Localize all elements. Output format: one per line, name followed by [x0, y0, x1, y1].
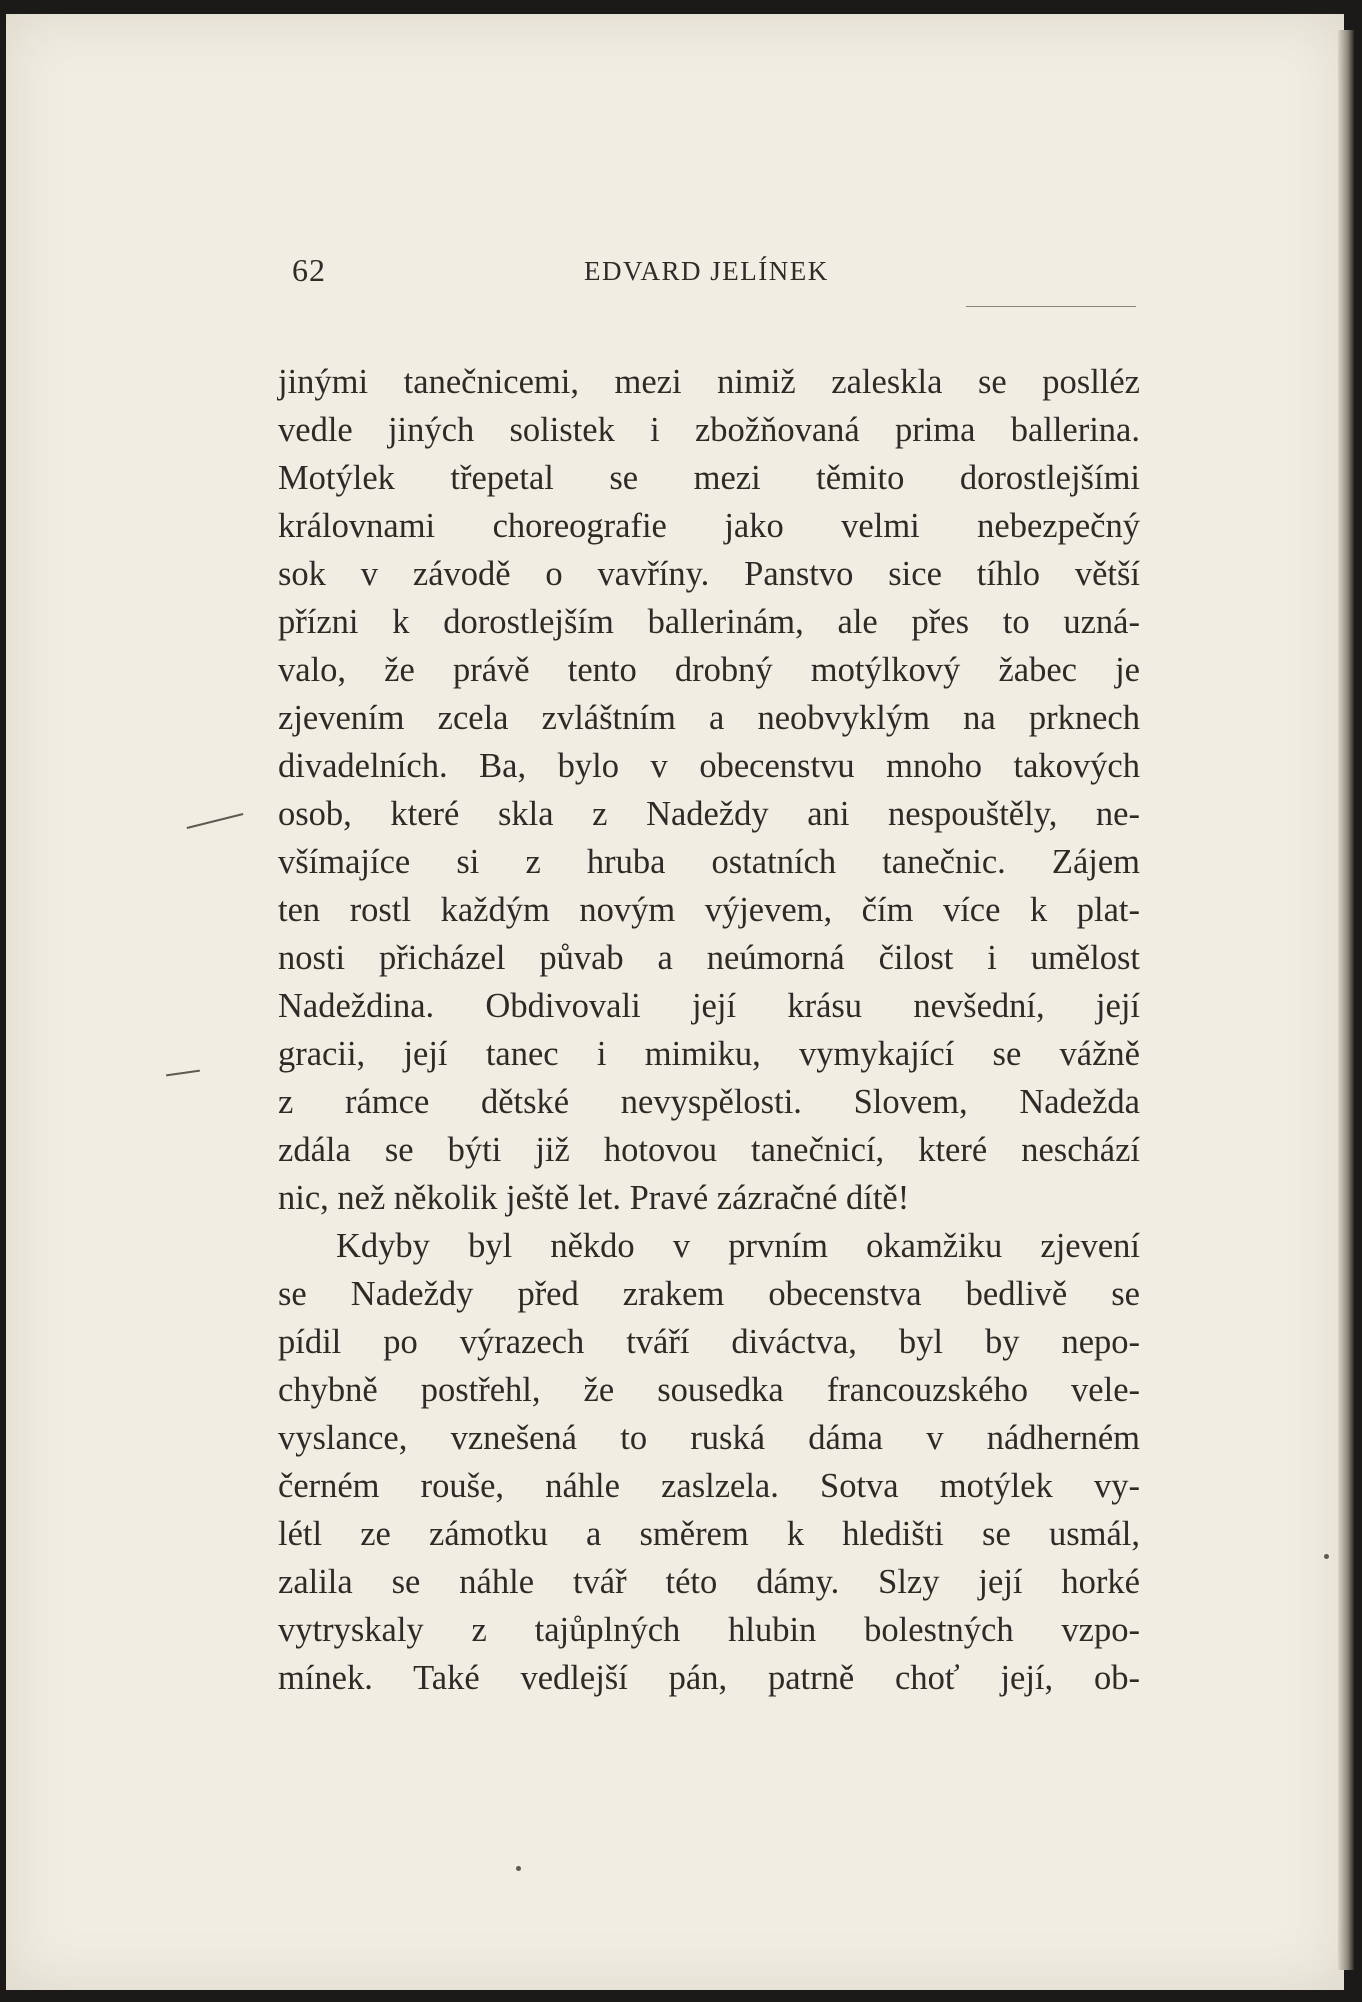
running-head: EDVARD JELÍNEK	[584, 256, 829, 286]
margin-pencil-mark	[166, 1070, 200, 1077]
text-line: všímajíce si z hruba ostatních tanečnic. Zájem	[278, 843, 1140, 881]
text-line: vyslance, vznešená to ruská dáma v nádherném	[278, 1419, 1140, 1457]
text-line: pídil po výrazech tváří diváctva, byl by nepo-	[278, 1323, 1140, 1361]
text-line: královnami choreografie jako velmi nebezpečný	[278, 507, 1140, 545]
paragraph-first-line: Kdyby byl někdo v prvním okamžiku zjevení	[336, 1227, 1140, 1265]
book-page	[6, 14, 1344, 1990]
text-line: vytryskaly z tajůplných hlubin bolestných vzpo-	[278, 1611, 1140, 1649]
text-line: jinými tanečnicemi, mezi nimiž zaleskla se poslléz	[278, 363, 1140, 401]
header-rule	[966, 306, 1136, 307]
text-line: Motýlek třepetal se mezi těmito dorostlejšími	[278, 459, 1140, 497]
text-line: zalila se náhle tvář této dámy. Slzy její horké	[278, 1563, 1140, 1601]
text-line: zdála se býti již hotovou tanečnicí, které neschází	[278, 1131, 1140, 1169]
text-line: přízni k dorostlejším ballerinám, ale přes to uzná-	[278, 603, 1140, 641]
text-line: nic, než několik ještě let. Pravé zázračné dítě!	[278, 1179, 910, 1217]
text-line: nosti přicházel půvab a neúmorná čilost i umělost	[278, 939, 1140, 977]
text-line: ten rostl každým novým výjevem, čím více k plat-	[278, 891, 1140, 929]
text-line: vedle jiných solistek i zbožňovaná prima ballerina.	[278, 411, 1140, 449]
text-line: chybně postřehl, že sousedka francouzského vele-	[278, 1371, 1140, 1409]
text-line: Nadeždina. Obdivovali její krásu nevšední, její	[278, 987, 1140, 1025]
text-line: černém rouše, náhle zaslzela. Sotva motýlek vy-	[278, 1467, 1140, 1505]
text-line: divadelních. Ba, bylo v obecenstvu mnoho takových	[278, 747, 1140, 785]
text-line: sok v závodě o vavříny. Panstvo sice tíhlo větší	[278, 555, 1140, 593]
ink-speck	[1324, 1554, 1329, 1559]
text-line: z rámce dětské nevyspělosti. Slovem, Nadežda	[278, 1083, 1140, 1121]
margin-pencil-mark	[187, 813, 244, 829]
text-line: zjevením zcela zvláštním a neobvyklým na prknech	[278, 699, 1140, 737]
ink-speck	[516, 1866, 521, 1871]
text-line: létl ze zámotku a směrem k hledišti se usmál,	[278, 1515, 1140, 1553]
page-header	[6, 252, 1344, 292]
body-text	[278, 358, 1140, 1702]
page-number: 62	[292, 252, 326, 288]
text-line: se Nadeždy před zrakem obecenstva bedlivě se	[278, 1275, 1140, 1313]
text-line: mínek. Také vedlejší pán, patrně choť její, ob-	[278, 1659, 1140, 1697]
text-line: gracii, její tanec i mimiku, vymykající se vážně	[278, 1035, 1140, 1073]
text-line: osob, které skla z Nadeždy ani nespouštěly, ne-	[278, 795, 1140, 833]
text-line: valo, že právě tento drobný motýlkový žabec je	[278, 651, 1140, 689]
page-edge-shadow	[1338, 30, 1354, 1970]
